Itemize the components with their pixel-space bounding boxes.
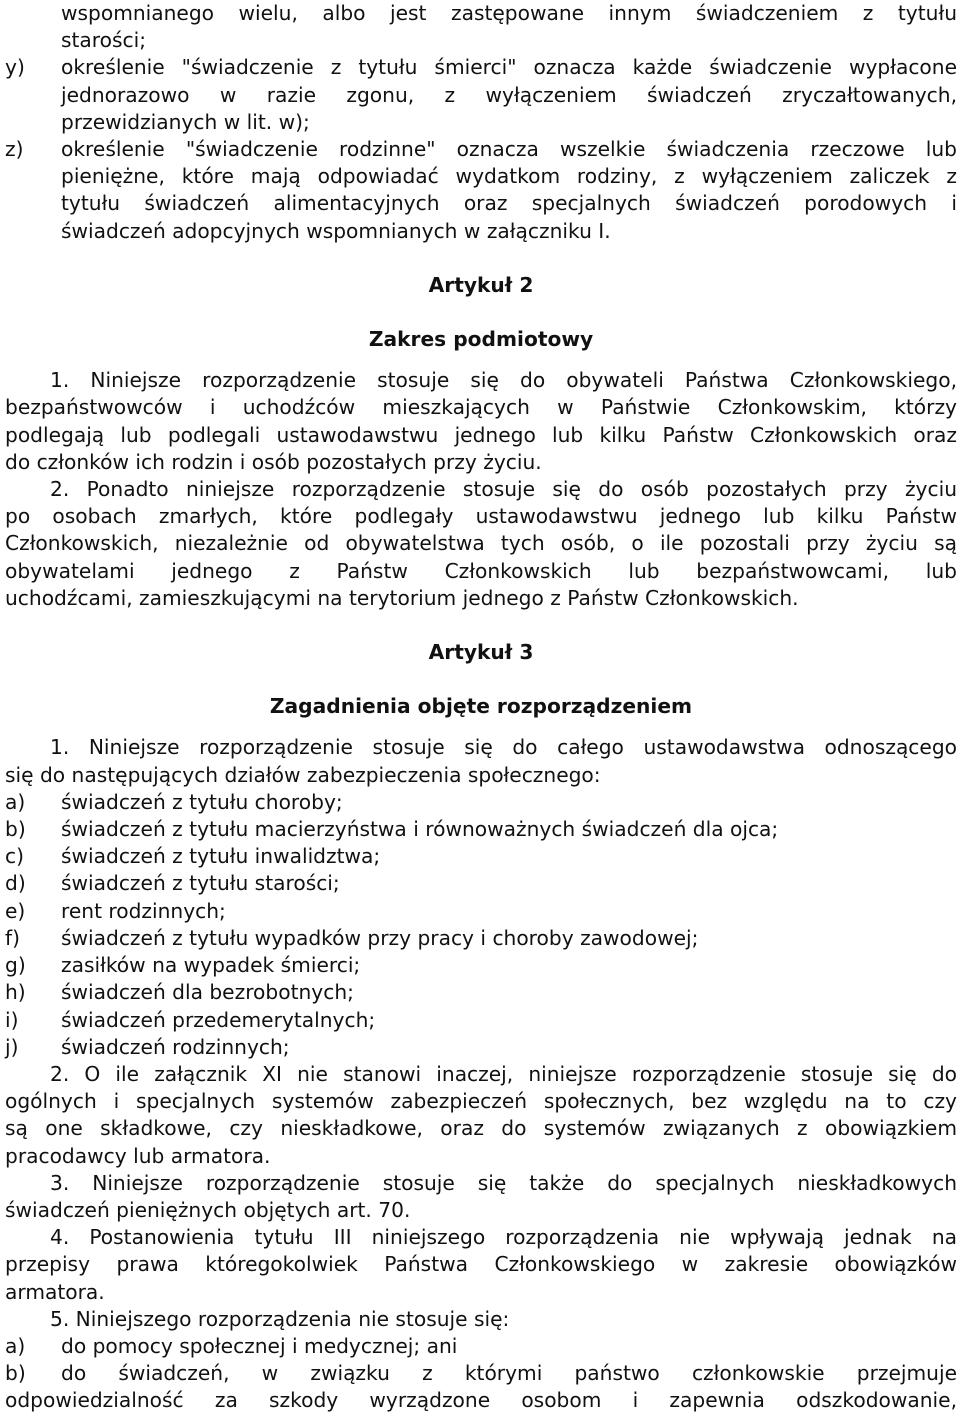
paragraph-line: 2. O ile załącznik XI nie stanowi inaczej, niniejsze rozporządzenie stosuje się do [50,1061,957,1086]
paragraph-line: bezpaństwowców i uchodźców mieszkających w Państwie Członkowskim, którzy [5,395,957,420]
list-item-label: a) [5,1333,26,1358]
paragraph-line: 1. Niniejsze rozporządzenie stosuje się do całego ustawodawstwa odnoszącego [50,735,957,760]
list-item-line: do pomocy społecznej i medycznej; ani [61,1333,458,1358]
list-item [5,898,957,925]
exclusions-list [5,1333,957,1415]
article-3-paragraph-2 [5,1061,957,1170]
paragraph-line: świadczeń pieniężnych objętych art. 70. [5,1197,411,1222]
list-item [5,54,957,136]
paragraph-line: do członków ich rodzin i osób pozostałych przy życiu. [5,449,542,474]
list-item-label: e) [5,898,26,923]
list-item-label: b) [5,817,26,842]
list-item [5,136,957,245]
list-item-text: świadczeń z tytułu macierzyństwa i równoważnych świadczeń dla ojca; [61,817,779,842]
list-item-text: zasiłków na wypadek śmierci; [61,953,361,978]
list-item-text: świadczeń dla bezrobotnych; [61,980,354,1005]
article-2-paragraph-1 [5,367,957,476]
article-3-title: Artykuł 3 [428,640,534,665]
list-item-label: y) [5,55,25,80]
article-2-subtitle: Zakres podmiotowy [368,327,594,352]
list-item [5,0,957,54]
list-item-text: świadczeń przedemerytalnych; [61,1007,376,1032]
list-item-line: odpowiedzialność za szkody wyrządzone osobom i zapewnia odszkodowanie, [5,1388,957,1413]
list-item-line: określenie "świadczenie rodzinne" oznacza wszelkie świadczenia rzeczowe lub [61,137,957,162]
paragraph-line: 3. Niniejsze rozporządzenie stosuje się także do specjalnych nieskładkowych [50,1170,957,1195]
list-item-line: wspomnianego wielu, albo jest zastępowane innym świadczeniem z tytułu [61,1,957,25]
list-item [5,1360,957,1387]
list-item [5,1007,957,1034]
list-item-label: f) [5,925,20,950]
paragraph-line: 5. Niniejszego rozporządzenia nie stosuje się: [50,1306,510,1331]
paragraph-line: przepisy prawa któregokolwiek Państwa Członkowskiego w zakresie obowiązków [5,1252,957,1277]
list-item-line: pieniężne, które mają odpowiadać wydatkom rodziny, z wyłączeniem zaliczek z [61,164,957,189]
list-item-label: d) [5,871,26,896]
paragraph-line: uchodźcami, zamieszkującymi na terytorium jednego z Państw Członkowskich. [5,585,799,610]
list-item [5,870,957,897]
list-item-line: przewidzianych w lit. w); [61,109,310,134]
paragraph-line: ogólnych i specjalnych systemów zabezpieczeń społecznych, bez względu na to czy [5,1089,957,1114]
list-item [5,1333,957,1360]
list-item-text: świadczeń z tytułu inwalidztwa; [61,844,381,869]
list-item-line: określenie "świadczenie z tytułu śmierci" oznacza każde świadczenie wypłacone [61,55,957,80]
list-item-line: starości; [61,28,147,53]
article-2-title: Artykuł 2 [428,272,534,297]
list-item [5,816,957,843]
paragraph-line: 4. Postanowienia tytułu III niniejszego rozporządzenia nie wpływają jednak na [50,1225,957,1250]
list-item [5,979,957,1006]
article-2-paragraph-2 [5,476,957,612]
article-3-paragraph-3 [5,1170,957,1224]
article-3-paragraph-5 [5,1306,957,1333]
paragraph-line: pracodawcy lub armatora. [5,1143,271,1168]
paragraph-line: podlegają lub podlegali ustawodawstwu jednego lub kilku Państw Członkowskich oraz [5,422,957,447]
paragraph-line: po osobach zmarłych, które podlegały ustawodawstwu jednego lub kilku Państw [5,504,957,529]
list-item-label: c) [5,844,24,869]
list-item-line: do świadczeń, w związku z którymi państwo członkowskie przejmuje [61,1361,957,1386]
paragraph-line: armatora. [5,1279,105,1304]
list-item-text: świadczeń z tytułu wypadków przy pracy i choroby zawodowej; [61,925,699,950]
list-item-label: a) [5,789,26,814]
list-item-line: jednorazowo w razie zgonu, z wyłączeniem świadczeń zryczałtowanych, [61,82,957,107]
paragraph-line: 1. Niniejsze rozporządzenie stosuje się do obywateli Państwa Członkowskiego, [50,368,957,393]
list-item-label: h) [5,980,26,1005]
branches-list [5,789,957,1061]
definitions-list [5,0,957,245]
paragraph-line: Członkowskich, niezależnie od obywatelstwa tych osób, o ile pozostali przy życiu są [5,531,957,556]
article-3-paragraph-1 [5,734,957,788]
paragraph-line: 2. Ponadto niniejsze rozporządzenie stosuje się do osób pozostałych przy życiu [50,477,957,502]
list-item-text: rent rodzinnych; [61,898,226,923]
paragraph-line: są one składkowe, czy nieskładkowe, oraz do systemów związanych z obowiązkiem [5,1116,957,1141]
list-item-label: i) [5,1007,19,1032]
list-item-line: świadczeń adopcyjnych wspomnianych w załączniku I. [61,218,611,243]
list-item-label: g) [5,953,26,978]
list-item-label: j) [5,1034,19,1059]
list-item-text: świadczeń z tytułu choroby; [61,789,343,814]
list-item-label: z) [5,137,24,162]
article-3-subtitle: Zagadnienia objęte rozporządzeniem [269,694,693,719]
list-item-text: świadczeń z tytułu starości; [61,871,340,896]
list-item [5,843,957,870]
list-item [5,789,957,816]
article-3-paragraph-4 [5,1224,957,1306]
list-item [5,925,957,952]
paragraph-line: się do następujących działów zabezpieczenia społecznego: [5,762,601,787]
list-item-text: świadczeń rodzinnych; [61,1034,290,1059]
list-item-label: b) [5,1361,26,1386]
paragraph-line: obywatelami jednego z Państw Członkowskich lub bezpaństwowcami, lub [5,558,957,583]
list-item [5,952,957,979]
list-item-line: tytułu świadczeń alimentacyjnych oraz specjalnych świadczeń porodowych i [61,191,957,216]
list-item [5,1034,957,1061]
